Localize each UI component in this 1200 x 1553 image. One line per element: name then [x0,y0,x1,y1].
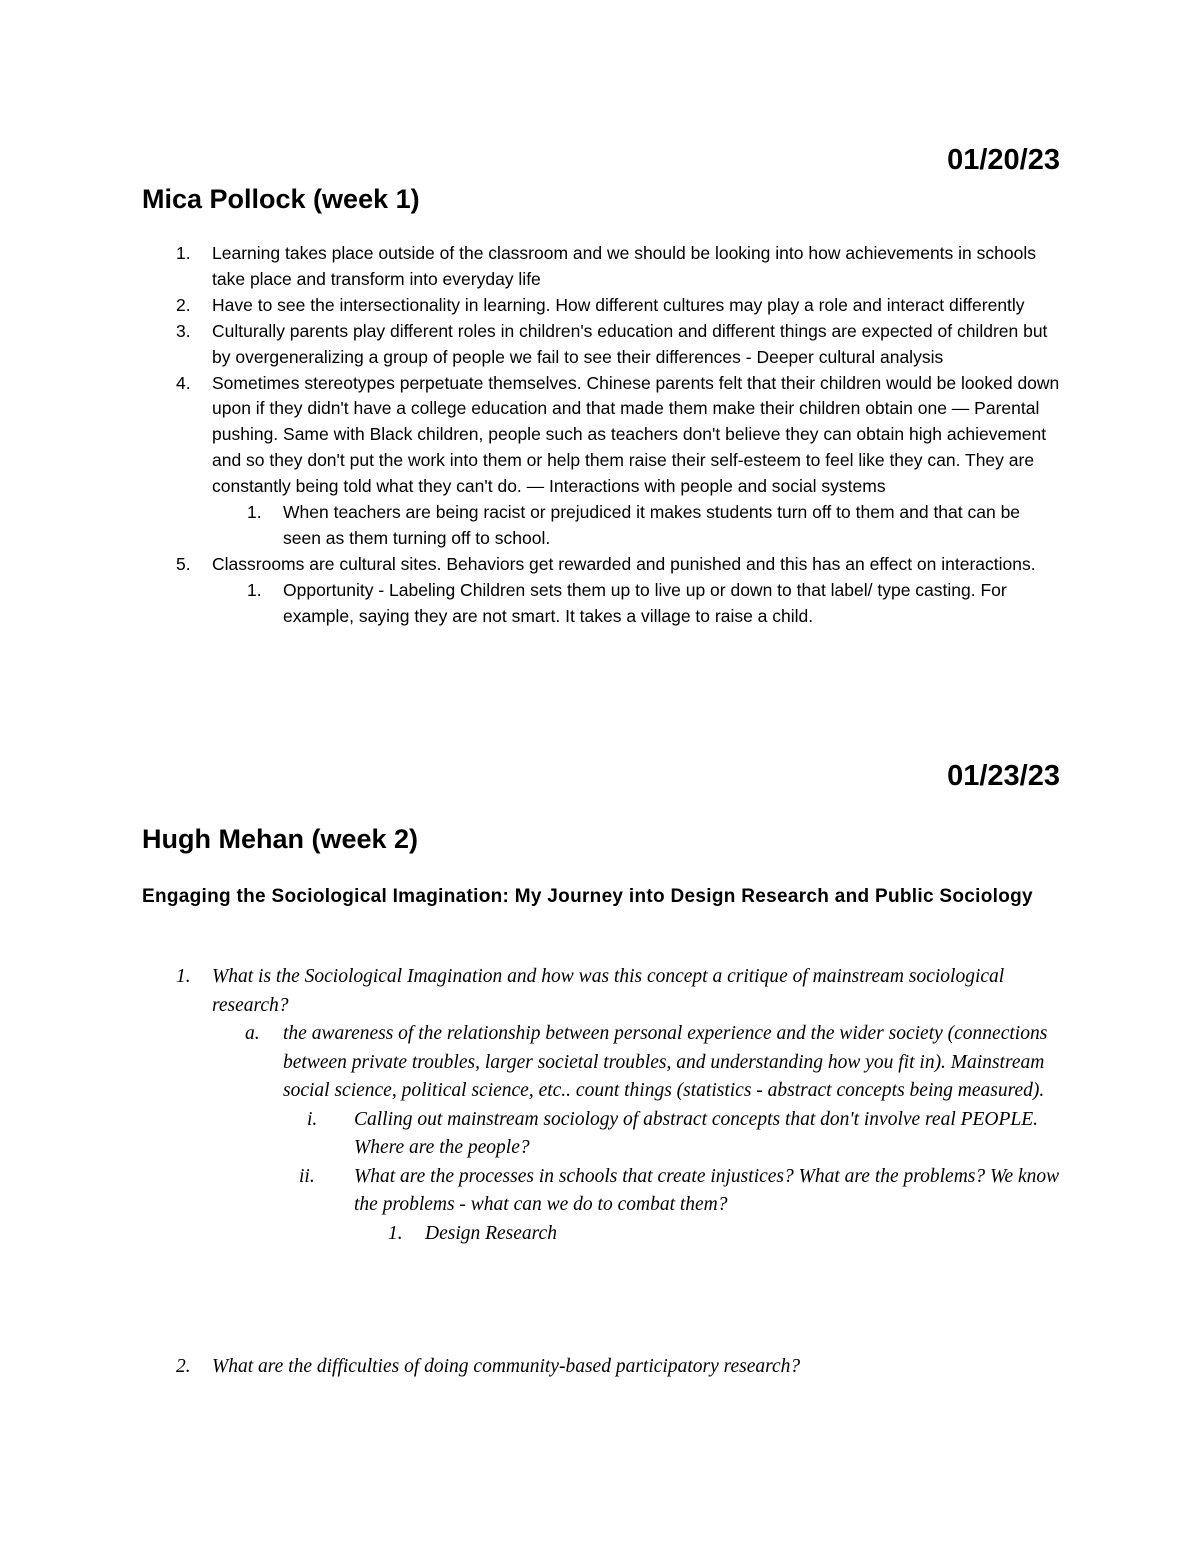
list-number: 1. [176,243,191,263]
list-item-text: Sometimes stereotypes perpetuate themselves. Chinese parents felt that their children would be looked down upon if they didn't have a college education and that made them make their children obtain one — Parental pushing. Same with Black children, people such as teachers don't believe they can obtain high achievement and so they don't put the work into them or help them raise their self-esteem to feel like they can. They are constantly being told what they can't do. — Interactions with people and social systems [212,372,1060,497]
list-number: 1. [247,579,262,600]
list-number: 2. [176,294,191,315]
list-item [142,319,1060,371]
list-number: 3. [176,320,191,341]
mica-pollock-notes-list [142,241,1060,630]
nested-list [212,1020,1060,1248]
nested-list-item [212,578,1060,630]
list-number: 1. [388,1222,403,1244]
nested-list-item [212,500,1060,552]
nested-list [283,1106,1060,1249]
list-roman: i. [307,1108,318,1130]
answer-subitem [283,1106,1060,1163]
reading-title: Engaging the Sociological Imagination: My Journey into Design Research and Public Sociology [142,886,1033,907]
answer-text: the awareness of the relationship between personal experience and the wider society (connections between private troubles, larger societal troubles, and understanding how you fit in). Mainstream social science, political science, etc.. count things (statistics - abstract concepts being measured). [283,1023,1048,1101]
date-heading-1: 01/20/23 [947,144,1060,176]
date-heading-2: 01/23/23 [947,760,1060,792]
list-item-text: When teachers are being racist or prejudiced it makes students turn off to them and that can be seen as them turning off to school. [283,502,1021,548]
list-number: 5. [176,553,191,574]
hugh-mehan-questions-list-continued [142,1353,1060,1382]
list-letter: a. [245,1023,260,1044]
question-text: What are the difficulties of doing community-based participatory research? [212,1356,801,1377]
list-item-text: Learning takes place outside of the classroom and we should be looking into how achievements in schools take place and transform into everyday life [212,243,1036,289]
list-number: 2. [176,1356,191,1377]
nested-list [212,578,1060,630]
list-number: 1. [176,966,191,987]
question-item [142,963,1060,1248]
nested-list [212,500,1060,552]
list-number: 4. [176,372,191,393]
section-title-mica-pollock: Mica Pollock (week 1) [142,184,420,214]
answer-subitem-text: What are the processes in schools that create injustices? What are the problems? We know the problems - what can we do to combat them? [354,1165,1060,1215]
list-item-text: Have to see the intersectionality in learning. How different cultures may play a role and interact differently [212,294,1025,315]
list-item [142,371,1060,552]
list-roman: ii. [299,1165,315,1187]
answer-subitem-text: Calling out mainstream sociology of abstract concepts that don't involve real PEOPLE. Where are the people? [354,1108,1039,1158]
section-title-hugh-mehan: Hugh Mehan (week 2) [142,824,419,854]
answer-item [212,1020,1060,1248]
list-number: 1. [247,502,262,523]
hugh-mehan-questions-list [142,963,1060,1248]
nested-list [354,1220,1060,1249]
list-item [142,241,1060,293]
question-item [142,1353,1060,1382]
list-item-text: Classrooms are cultural sites. Behaviors get rewarded and punished and this has an effect on interactions. [212,553,1036,574]
answer-subitem-text: Design Research [425,1222,557,1244]
list-item [142,293,1060,319]
answer-subitem [283,1163,1060,1249]
list-item-text: Opportunity - Labeling Children sets them up to live up or down to that label/ type casting. For example, saying they are not smart. It takes a village to raise a child. [283,579,1007,626]
answer-subitem [354,1220,1060,1249]
question-text: What is the Sociological Imagination and how was this concept a critique of mainstream sociological research? [212,966,1005,1016]
list-item-text: Culturally parents play different roles in children's education and different things are expected of children but by overgeneralizing a group of people we fail to see their differences - Deeper cultural analysis [212,320,1048,367]
list-item [142,552,1060,630]
document-page [142,0,1060,1553]
